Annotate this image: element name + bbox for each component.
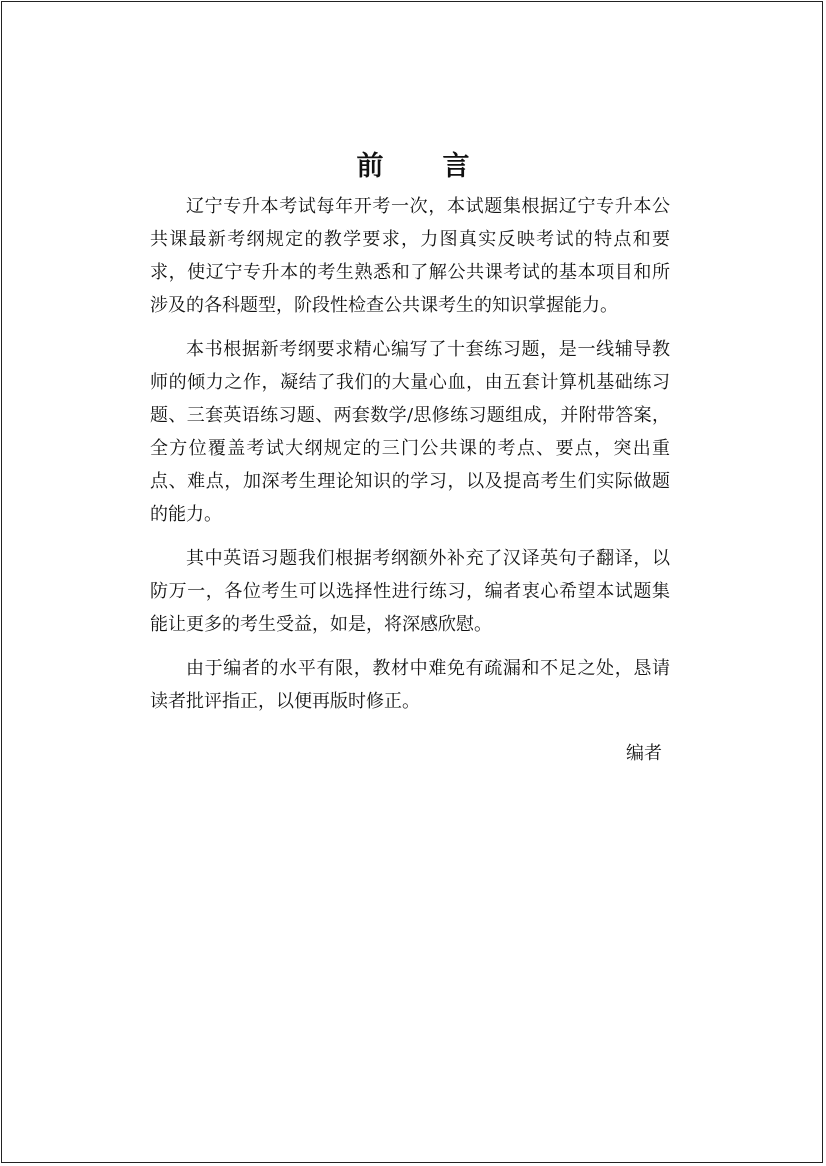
paragraph-4: 由于编者的水平有限，教材中难免有疏漏和不足之处，恳请读者批评指正，以便再版时修正。 xyxy=(150,658,670,712)
preface-body xyxy=(150,190,670,729)
paragraph-1: 辽宁专升本考试每年开考一次，本试题集根据辽宁专升本公共课最新考纲规定的教学要求，力图真实反映考试的特点和要求，使辽宁专升本的考生熟悉和了解公共课考试的基本项目和所涉及的各科题型，阶段性检查公共课考生的知识掌握能力。 xyxy=(150,196,670,316)
paragraph-2: 本书根据新考纲要求精心编写了十套练习题，是一线辅导教师的倾力之作，凝结了我们的大量心血，由五套计算机基础练习题、三套英语练习题、两套数学/思修练习题组成，并附带答案，全方位覆盖考试大纲规定的三门公共课的考点、要点，突出重点、难点，加深考生理论知识的学习，以及提高考生们实际做题的能力。 xyxy=(150,339,670,525)
paragraph-3: 其中英语习题我们根据考纲额外补充了汉译英句子翻译，以防万一，各位考生可以选择性进行练习，编者衷心希望本试题集能让更多的考生受益，如是，将深感欣慰。 xyxy=(150,548,670,635)
author-signature: 编者 xyxy=(626,743,662,764)
page-title: 前 言 xyxy=(356,151,486,182)
